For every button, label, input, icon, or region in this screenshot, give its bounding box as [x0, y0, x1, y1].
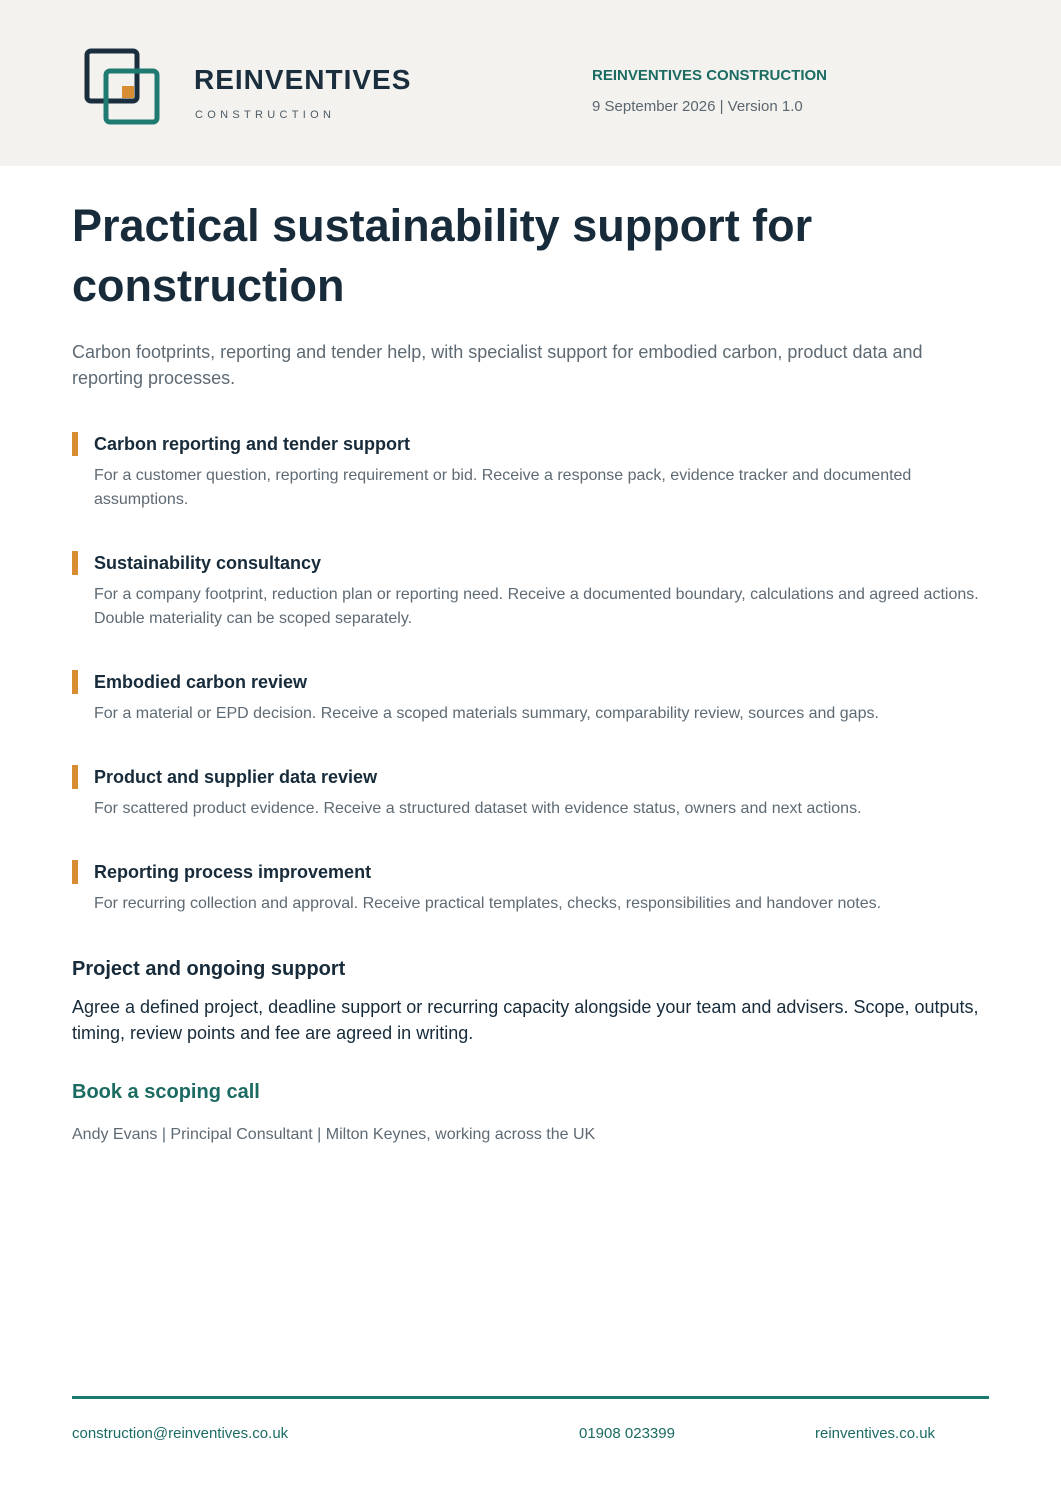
service-item	[72, 549, 992, 631]
service-description: For a material or EPD decision. Receive a scoped materials summary, comparability review, sources and gaps.	[94, 705, 879, 722]
book-scoping-call-heading: Book a scoping call	[72, 1081, 260, 1103]
service-title: Sustainability consultancy	[94, 553, 322, 573]
ongoing-support-text: Agree a defined project, deadline support or recurring capacity alongside your team and advisers. Scope, outputs, timing, review points and fee are agreed in writing.	[72, 997, 979, 1043]
accent-bar	[72, 765, 78, 789]
service-description: For a company footprint, reduction plan or reporting need. Receive a documented boundary, calculations and agreed actions. Double materiality can be scoped separately.	[94, 586, 979, 627]
service-description: For recurring collection and approval. Receive practical templates, checks, responsibilities and handover notes.	[94, 895, 882, 912]
ongoing-support-heading: Project and ongoing support	[72, 958, 346, 980]
accent-bar	[72, 551, 78, 575]
service-description: For a customer question, reporting requirement or bid. Receive a response pack, evidence tracker and documented assumptions.	[94, 467, 912, 508]
footer-email-link[interactable]: construction@reinventives.co.uk	[72, 1425, 289, 1442]
service-title: Carbon reporting and tender support	[94, 434, 411, 454]
accent-bar	[72, 860, 78, 884]
company-label: REINVENTIVES CONSTRUCTION	[592, 67, 828, 84]
document-date-version: 9 September 2026 | Version 1.0	[592, 98, 803, 115]
service-title: Product and supplier data review	[94, 767, 378, 787]
service-title: Reporting process improvement	[94, 862, 372, 882]
page-title: Practical sustainability support for construction	[72, 200, 813, 311]
service-title: Embodied carbon review	[94, 672, 308, 692]
service-item	[72, 430, 992, 512]
contact-person: Andy Evans | Principal Consultant | Milton Keynes, working across the UK	[72, 1126, 596, 1143]
footer-divider	[72, 1396, 989, 1399]
service-description: For scattered product evidence. Receive a structured dataset with evidence status, owners and next actions.	[94, 800, 862, 817]
header	[0, 0, 1061, 166]
service-item	[72, 858, 881, 916]
footer-website-link[interactable]: reinventives.co.uk	[815, 1425, 936, 1442]
lead-paragraph: Carbon footprints, reporting and tender help, with specialist support for embodied carbon, product data and reporting processes.	[72, 342, 923, 388]
service-item	[72, 763, 862, 821]
accent-bar	[72, 670, 78, 694]
brand-name: REINVENTIVES	[194, 64, 412, 95]
accent-bar	[72, 432, 78, 456]
footer-phone-link[interactable]: 01908 023399	[579, 1425, 675, 1442]
reinventives-logo-icon	[84, 48, 164, 128]
service-item	[72, 668, 879, 726]
brand-subtitle: CONSTRUCTION	[195, 109, 336, 121]
